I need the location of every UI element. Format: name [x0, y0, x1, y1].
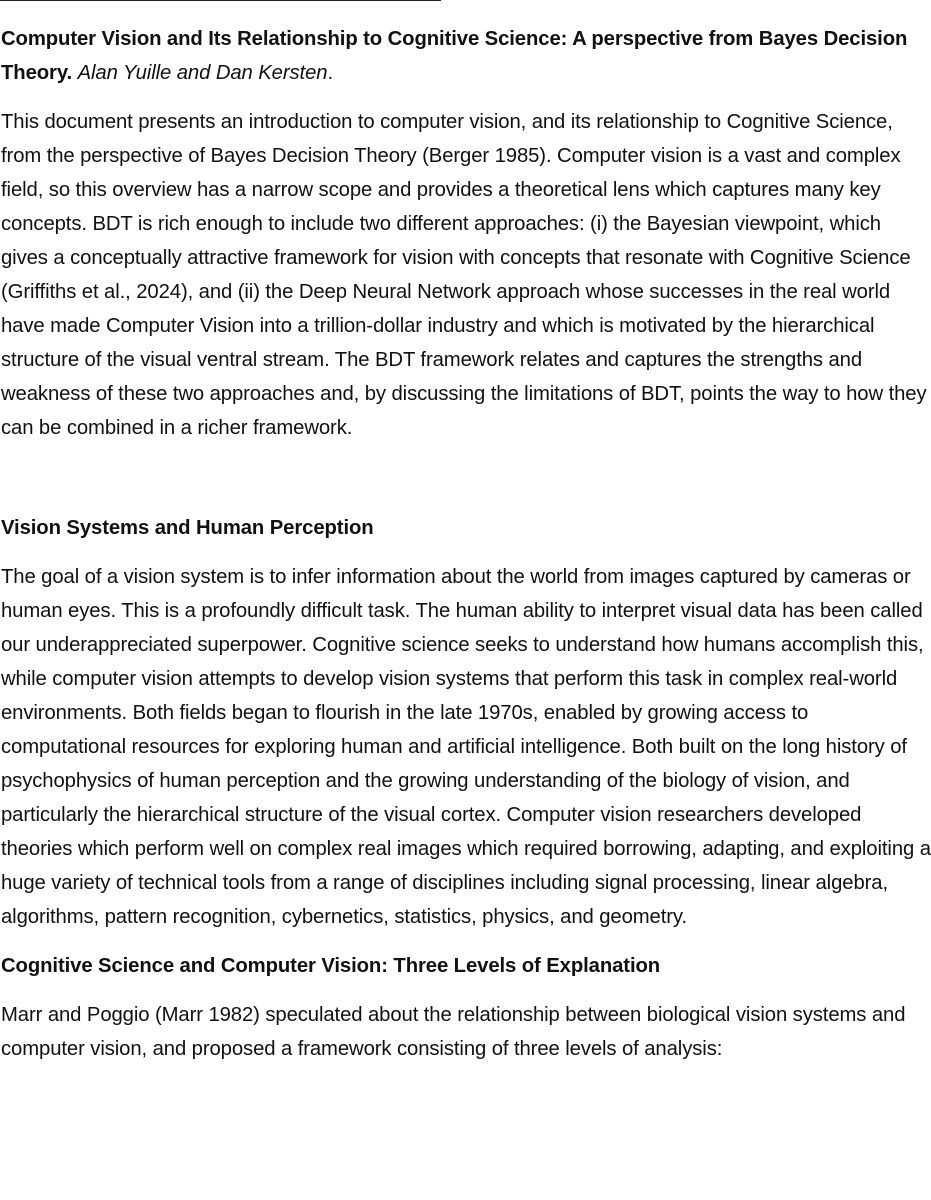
paper-authors: Alan Yuille and Dan Kersten — [77, 62, 328, 84]
section-heading-vision-systems: Vision Systems and Human Perception — [1, 517, 374, 539]
abstract-paragraph: This document presents an introduction to computer vision, and its relationship to Cognitive Science, from the perspective of Bayes Decision Theory (Berger 1985). Computer vision is a vast and complex field, so this overview has a narrow scope and provides a theoretical lens which captures many key concepts. BDT is rich enough to include two different approaches: (i) the Bayesian viewpoint, which gives a conceptually attractive framework for vision with concepts that resonate with Cognitive Science (Griffiths et al., 2024), and (ii) the Deep Neural Network approach whose successes in the real world have made Computer Vision into a trillion-dollar industry and which is motivated by the hierarchical structure of the visual ventral stream. The BDT framework relates and captures the strengths and weakness of these two approaches and, by discussing the limitations of BDT, points the way to how they can be combined in a richer framework. — [1, 111, 927, 439]
section-heading-three-levels: Cognitive Science and Computer Vision: Three Levels of Explanation — [1, 955, 661, 977]
paper-title-block — [1, 22, 931, 90]
section-paragraph-vision-systems: The goal of a vision system is to infer information about the world from images captured by cameras or human eyes. This is a profoundly difficult task. The human ability to interpret visual data has been called our underappreciated superpower. Cognitive science seeks to understand how humans accomplish this, while computer vision attempts to develop vision systems that perform this task in complex real-world environments. Both fields began to flourish in the late 1970s, enabled by growing access to computational resources for exploring human and artificial intelligence. Both built on the long history of psychophysics of human perception and the growing understanding of the biology of vision, and particularly the hierarchical structure of the visual cortex. Computer vision researchers developed theories which perform well on complex real images which required borrowing, adapting, and exploiting a huge variety of technical tools from a range of disciplines including signal processing, linear algebra, algorithms, pattern recognition, cybernetics, statistics, physics, and geometry. — [1, 566, 931, 928]
footnote-rule — [0, 0, 441, 1]
section-gap — [1, 460, 931, 511]
authors-period: . — [327, 62, 333, 84]
section-paragraph-three-levels: Marr and Poggio (Marr 1982) speculated about the relationship between biological vision systems and computer vision, and proposed a framework consisting of three levels of analysis: — [1, 1004, 906, 1060]
paper-title: Computer Vision and Its Relationship to Cognitive Science: A perspective from Bayes Decision Theory. — [1, 28, 908, 84]
document-content — [1, 22, 931, 1081]
